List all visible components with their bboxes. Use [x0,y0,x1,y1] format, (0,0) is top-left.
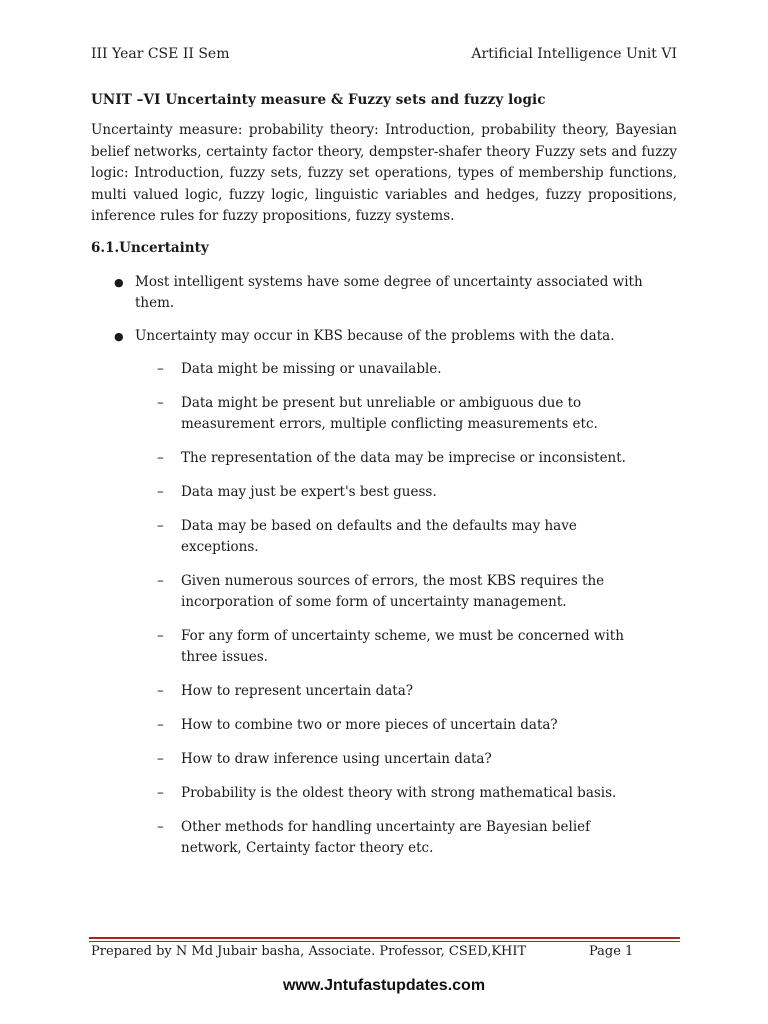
sub-item [91,359,677,380]
sub-item-text: Data may just be expert's best guess. [181,483,437,500]
sub-item-text: Other methods for handling uncertainty are Bayesian belief network, Certainty factor theory etc. [181,818,591,856]
sub-item-text: How to combine two or more pieces of uncertain data? [181,716,558,733]
section-heading: 6.1.Uncertainty [91,239,209,256]
sub-item [91,516,677,558]
dash-icon: – [157,360,164,377]
dash-icon: – [157,572,164,589]
intro-paragraph: Uncertainty measure: probability theory: Introduction, probability theory, Bayesian belief networks, certainty factor theory, dempster-shafer theory Fuzzy sets and fuzzy logic: Introduction, fuzzy sets, fuzzy set operations, types of membership functions, multi valued logic, fuzzy logic, linguistic variables and hedges, fuzzy propositions, inference rules for fuzzy propositions, fuzzy systems. [91,122,677,224]
bullet-icon: ● [114,275,124,289]
dash-icon: – [157,750,164,767]
dash-icon: – [157,682,164,699]
sub-item [91,749,677,770]
sub-item-text: The representation of the data may be imprecise or inconsistent. [181,449,626,466]
sub-list [91,359,677,859]
bullet-item [91,326,677,347]
sub-item [91,482,677,503]
header-course: III Year CSE II Sem [91,46,230,62]
dash-icon: – [157,818,164,835]
sub-item-text: Data might be present but unreliable or ambiguous due to measurement errors, multiple conflicting measurements etc. [181,394,598,432]
bullet-list [91,272,677,347]
dash-icon: – [157,784,164,801]
sub-item [91,393,677,435]
sub-item [91,448,677,469]
sub-item-text: Data might be missing or unavailable. [181,360,442,377]
unit-title: UNIT –VI Uncertainty measure & Fuzzy sets and fuzzy logic [91,92,546,108]
bullet-text: Uncertainty may occur in KBS because of the problems with the data. [135,327,615,344]
sub-item [91,715,677,736]
sub-item-text: Probability is the oldest theory with strong mathematical basis. [181,784,617,801]
sub-item-text: Given numerous sources of errors, the most KBS requires the incorporation of some form of uncertainty management. [181,572,605,610]
sub-item [91,783,677,804]
bullet-item [91,272,677,314]
footer-divider [89,941,680,942]
website-link[interactable]: www.Jntufastupdates.com [282,977,486,994]
sub-item-text: For any form of uncertainty scheme, we must be concerned with three issues. [181,627,624,665]
header-subject: Artificial Intelligence Unit VI [471,46,677,62]
dash-icon: – [157,517,164,534]
dash-icon: – [157,483,164,500]
sub-item [91,817,677,859]
sub-item [91,681,677,702]
page-header [91,46,677,68]
page-footer [91,944,677,962]
bullet-text: Most intelligent systems have some degree of uncertainty associated with them. [135,273,643,311]
sub-item [91,626,677,668]
dash-icon: – [157,627,164,644]
sub-item-text: How to represent uncertain data? [181,682,414,699]
page-number: Page 1 [589,944,634,959]
dash-icon: – [157,394,164,411]
bullet-icon: ● [114,329,124,343]
document-body [91,92,677,872]
sub-item-text: Data may be based on defaults and the defaults may have exceptions. [181,517,577,555]
dash-icon: – [157,716,164,733]
dash-icon: – [157,449,164,466]
footer-author: Prepared by N Md Jubair basha, Associate. Professor, CSED,KHIT [91,944,527,959]
footer-divider [89,937,680,939]
sub-item [91,571,677,613]
sub-item-text: How to draw inference using uncertain data? [181,750,492,767]
